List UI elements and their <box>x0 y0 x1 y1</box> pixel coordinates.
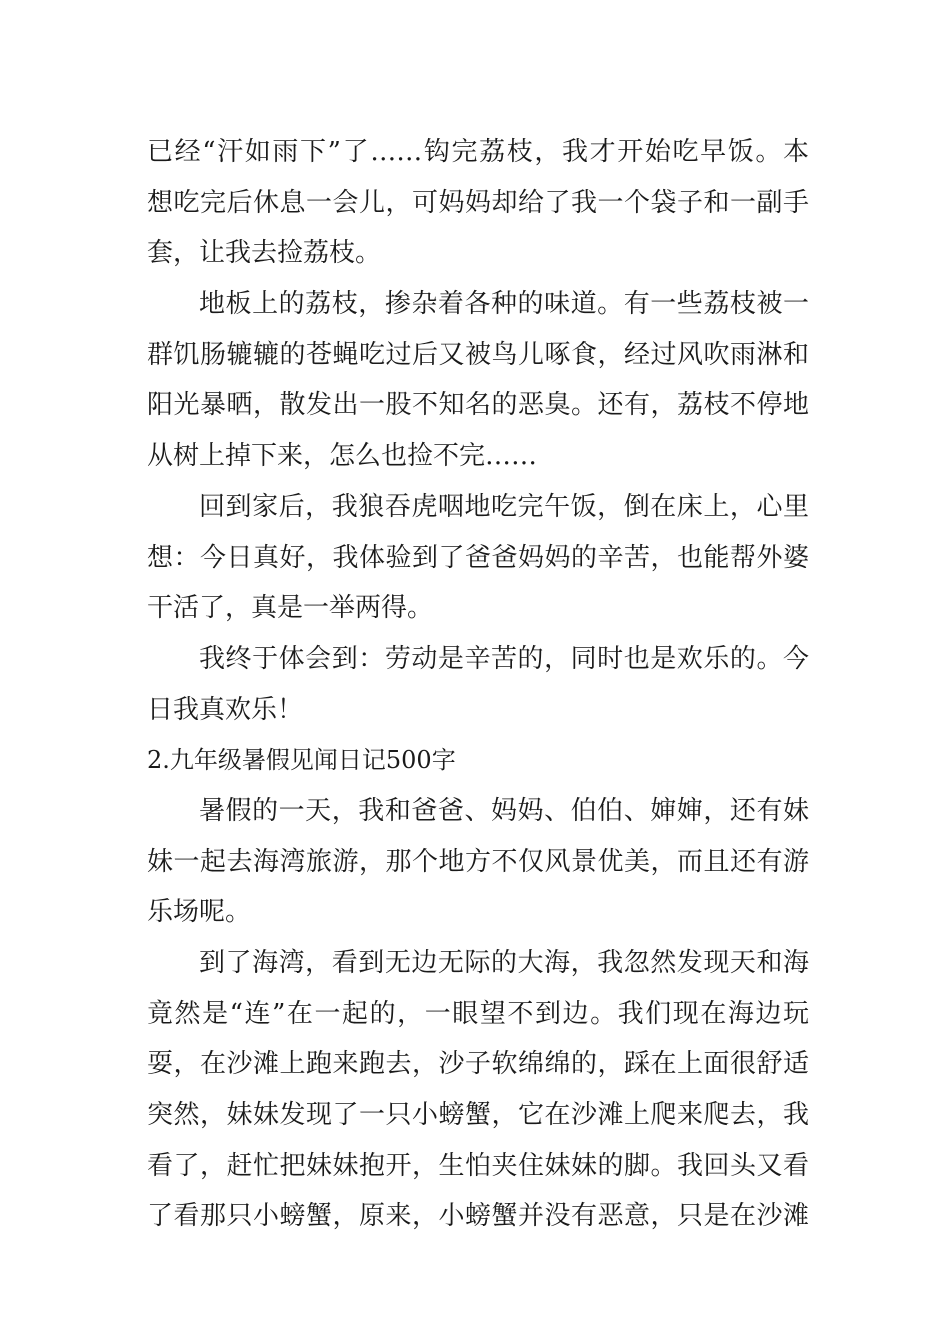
text-line: 干活了，真是一举两得。 <box>147 593 434 624</box>
text-line: 地板上的荔枝，掺杂着各种的味道。有一些荔枝被一 <box>199 289 809 320</box>
section-heading: 2.九年级暑假见闻日记500字 <box>147 746 456 775</box>
text-line: 日我真欢乐！ <box>147 694 304 725</box>
text-line: 套，让我去捡荔枝。 <box>147 238 382 269</box>
text-line: 阳光暴晒，散发出一股不知名的恶臭。还有，荔枝不停地 <box>147 390 809 421</box>
text-line: 竟然是“连”在一起的，一眼望不到边。我们现在海边玩 <box>147 998 809 1029</box>
text-line: 回到家后，我狼吞虎咽地吃完午饭，倒在床上，心里 <box>199 491 809 522</box>
text-line: 群饥肠辘辘的苍蝇吃过后又被鸟儿啄食，经过风吹雨淋和 <box>147 339 809 370</box>
text-line: 看了，赶忙把妹妹抱开，生怕夹住妹妹的脚。我回头又看 <box>147 1150 809 1181</box>
text-line: 已经“汗如雨下”了……钩完荔枝，我才开始吃早饭。本 <box>147 137 809 167</box>
text-line: 我终于体会到：劳动是辛苦的，同时也是欢乐的。今 <box>199 643 809 674</box>
text-line: 到了海湾，看到无边无际的大海，我忽然发现天和海 <box>199 948 809 978</box>
document-body <box>147 127 809 1242</box>
text-line: 想：今日真好，我体验到了爸爸妈妈的辛苦，也能帮外婆 <box>147 542 809 573</box>
text-line: 乐场呢。 <box>147 897 252 928</box>
text-line: 耍，在沙滩上跑来跑去，沙子软绵绵的，踩在上面很舒适 <box>147 1049 809 1080</box>
text-line: 从树上掉下来，怎么也捡不完…… <box>147 441 538 472</box>
text-line: 妹一起去海湾旅游，那个地方不仅风景优美，而且还有游 <box>147 846 809 877</box>
text-line: 暑假的一天，我和爸爸、妈妈、伯伯、婶婶，还有妹 <box>199 795 809 826</box>
text-line: 突然，妹妹发现了一只小螃蟹，它在沙滩上爬来爬去，我 <box>147 1100 809 1131</box>
text-line: 了看那只小螃蟹，原来，小螃蟹并没有恶意，只是在沙滩 <box>147 1201 809 1232</box>
text-line: 想吃完后休息一会儿，可妈妈却给了我一个袋子和一副手 <box>147 187 809 218</box>
